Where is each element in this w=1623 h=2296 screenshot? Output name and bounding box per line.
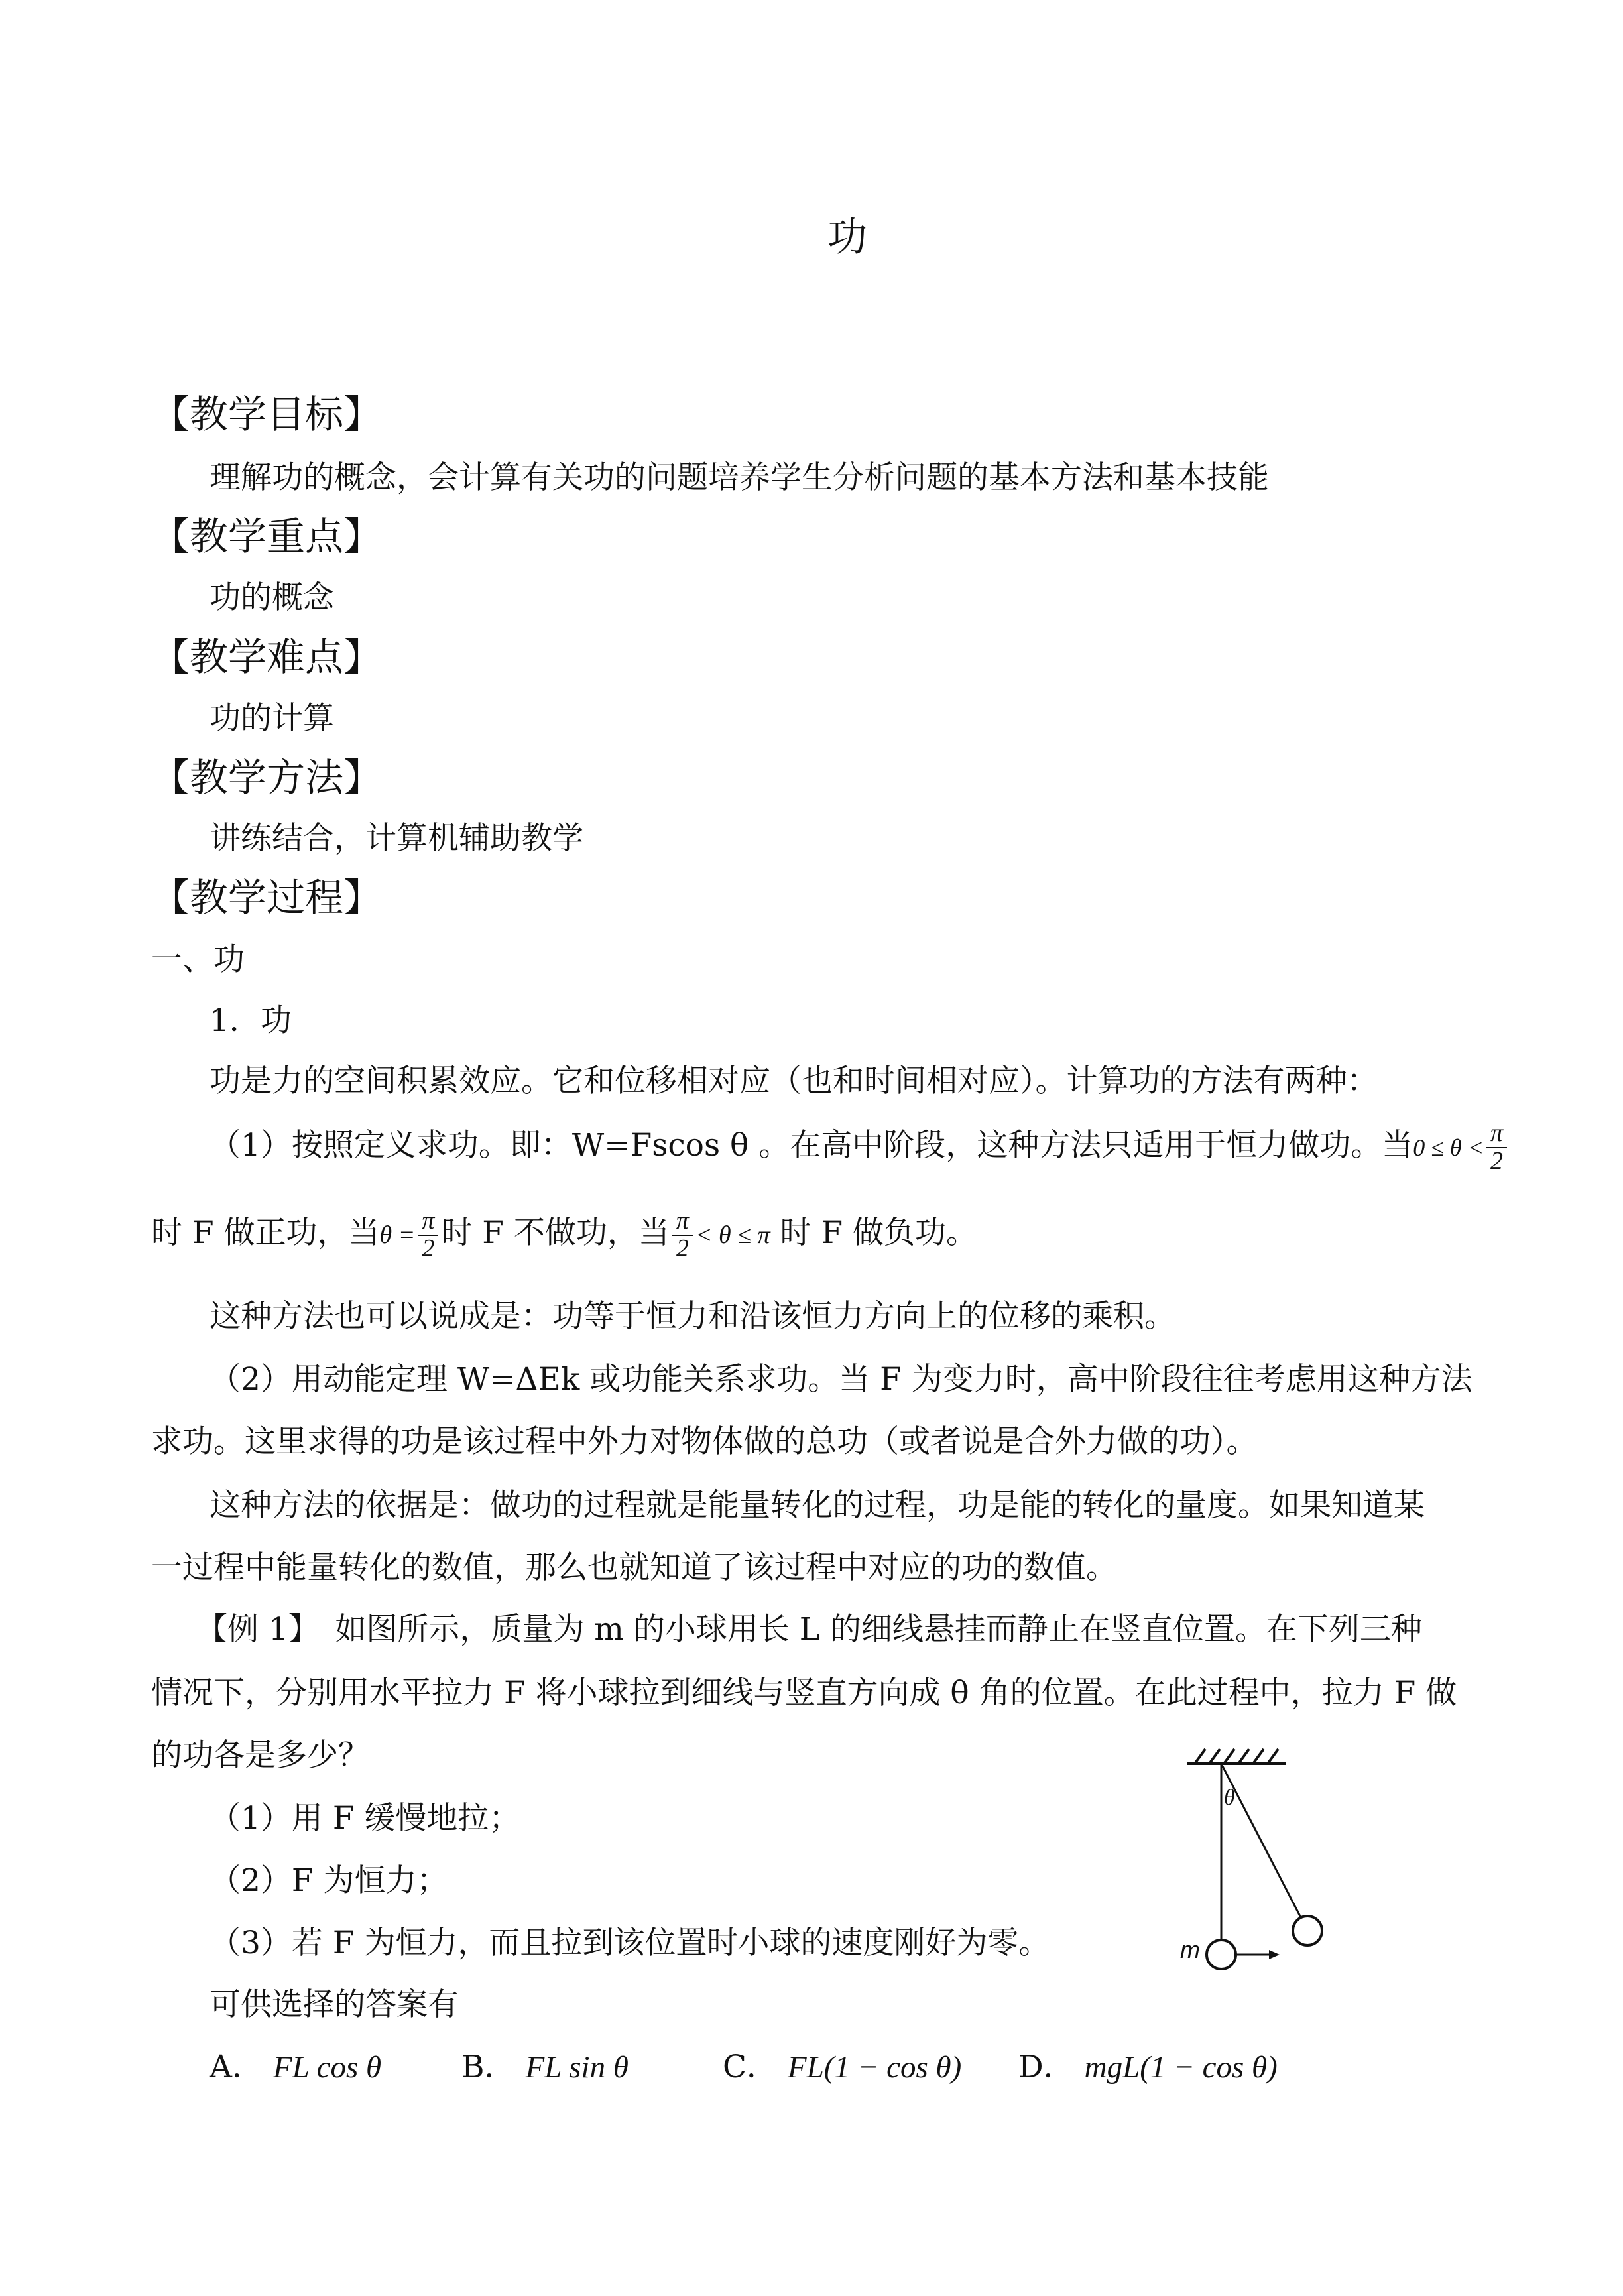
intro-paragraph: 功是力的空间积累效应。它和位移相对应（也和时间相对应）。计算功的方法有两种： xyxy=(210,1063,1378,1099)
key-text: 功的概念 xyxy=(210,579,334,616)
frac-num-b: π xyxy=(418,1208,438,1236)
frac-num: π xyxy=(1486,1120,1507,1148)
frac-den-c: 2 xyxy=(676,1235,689,1262)
fraction-pi-over-2-b xyxy=(418,1208,438,1262)
choice-b-expr: FL sin θ xyxy=(525,2050,629,2085)
goal-text: 理解功的概念，会计算有关功的问题培养学生分析问题的基本方法和基本技能 xyxy=(210,459,1269,496)
choice-c xyxy=(723,2042,961,2086)
method1-line1 xyxy=(210,1120,1510,1175)
ineq-pre: 0 ≤ θ < xyxy=(1413,1134,1484,1161)
basis-line2: 一过程中能量转化的数值，那么也就知道了该过程中对应的功的数值。 xyxy=(151,1549,1117,1586)
frac-num-c: π xyxy=(672,1208,693,1236)
ineq-range: < θ ≤ π xyxy=(695,1221,770,1249)
method1-b2: 时 F 不做功，当 xyxy=(441,1215,670,1251)
example-line2: 情况下，分别用水平拉力 F 将小球拉到细线与竖直方向成 θ 角的位置。在此过程中，拉力 F 做 xyxy=(151,1675,1457,1711)
heading-goal: 【教学目标】 xyxy=(151,392,383,437)
fraction-pi-over-2 xyxy=(1486,1120,1507,1175)
case-1: （1）用 F 缓慢地拉； xyxy=(210,1800,520,1837)
sub-heading: 1．功 xyxy=(210,1002,292,1039)
basis-line1: 这种方法的依据是：做功的过程就是能量转化的过程，功是能的转化的量度。如果知道某 xyxy=(210,1487,1425,1524)
example-line1: 【例 1】 如图所示，质量为 m 的小球用长 L 的细线悬挂而静止在竖直位置。在下列三种 xyxy=(196,1611,1422,1648)
choice-a-label: A． xyxy=(210,2049,263,2085)
method1-b4: 时 F 做负功。 xyxy=(770,1215,978,1251)
choice-d-expr: mgL(1 − cos θ) xyxy=(1084,2050,1278,2085)
frac-den: 2 xyxy=(1490,1147,1503,1175)
heading-key: 【教学重点】 xyxy=(151,514,383,559)
frac-den-b: 2 xyxy=(422,1235,435,1262)
pendulum-figure xyxy=(1180,1744,1346,1989)
choice-c-label: C． xyxy=(723,2049,778,2085)
difficulty-text: 功的计算 xyxy=(210,700,334,737)
theta-label: θ xyxy=(1224,1785,1235,1810)
method-text: 讲练结合，计算机辅助教学 xyxy=(210,820,583,857)
theta-eq: θ = xyxy=(379,1221,416,1249)
method1-b1: 时 F 做正功，当 xyxy=(151,1215,380,1251)
force-arrow-head xyxy=(1269,1950,1280,1959)
case-3: （3）若 F 为恒力，而且拉到该位置时小球的速度刚好为零。 xyxy=(210,1925,1050,1961)
method1-note: 这种方法也可以说成是：功等于恒力和沿该恒力方向上的位移的乘积。 xyxy=(210,1298,1175,1335)
example-line3: 的功各是多少？ xyxy=(151,1737,369,1774)
heading-difficulty: 【教学难点】 xyxy=(151,634,383,680)
choice-b xyxy=(461,2042,629,2086)
fraction-pi-over-2-c xyxy=(672,1208,693,1262)
choice-a xyxy=(210,2042,381,2086)
heading-method: 【教学方法】 xyxy=(151,755,383,800)
choice-a-expr: FL cos θ xyxy=(272,2050,382,2085)
choice-b-label: B． xyxy=(461,2049,516,2085)
choice-d-label: D． xyxy=(1018,2049,1075,2085)
method2-line2: 求功。这里求得的功是该过程中外力对物体做的总功（或者说是合外力做的功）。 xyxy=(151,1423,1258,1460)
choice-c-expr: FL(1 − cos θ) xyxy=(787,2050,962,2085)
part-heading: 一、功 xyxy=(151,941,245,978)
method1-text: （1）按照定义求功。即：W=Fscos θ 。在高中阶段，这种方法只适用于恒力做功。当 xyxy=(210,1127,1413,1164)
method1-line2 xyxy=(151,1208,977,1262)
ball-deflected xyxy=(1293,1916,1322,1945)
page-title: 功 xyxy=(827,214,867,261)
mass-label: m xyxy=(1180,1936,1200,1963)
method2-line1: （2）用动能定理 W=ΔEk 或功能关系求功。当 F 为变力时，高中阶段往往考虑用这种方法 xyxy=(210,1361,1473,1398)
ceiling xyxy=(1187,1749,1286,1764)
choices-intro: 可供选择的答案有 xyxy=(210,1986,459,2023)
choice-d xyxy=(1018,2042,1278,2086)
case-2: （2）F 为恒力； xyxy=(210,1862,448,1899)
heading-process: 【教学过程】 xyxy=(151,875,383,920)
ball-initial xyxy=(1207,1940,1236,1969)
